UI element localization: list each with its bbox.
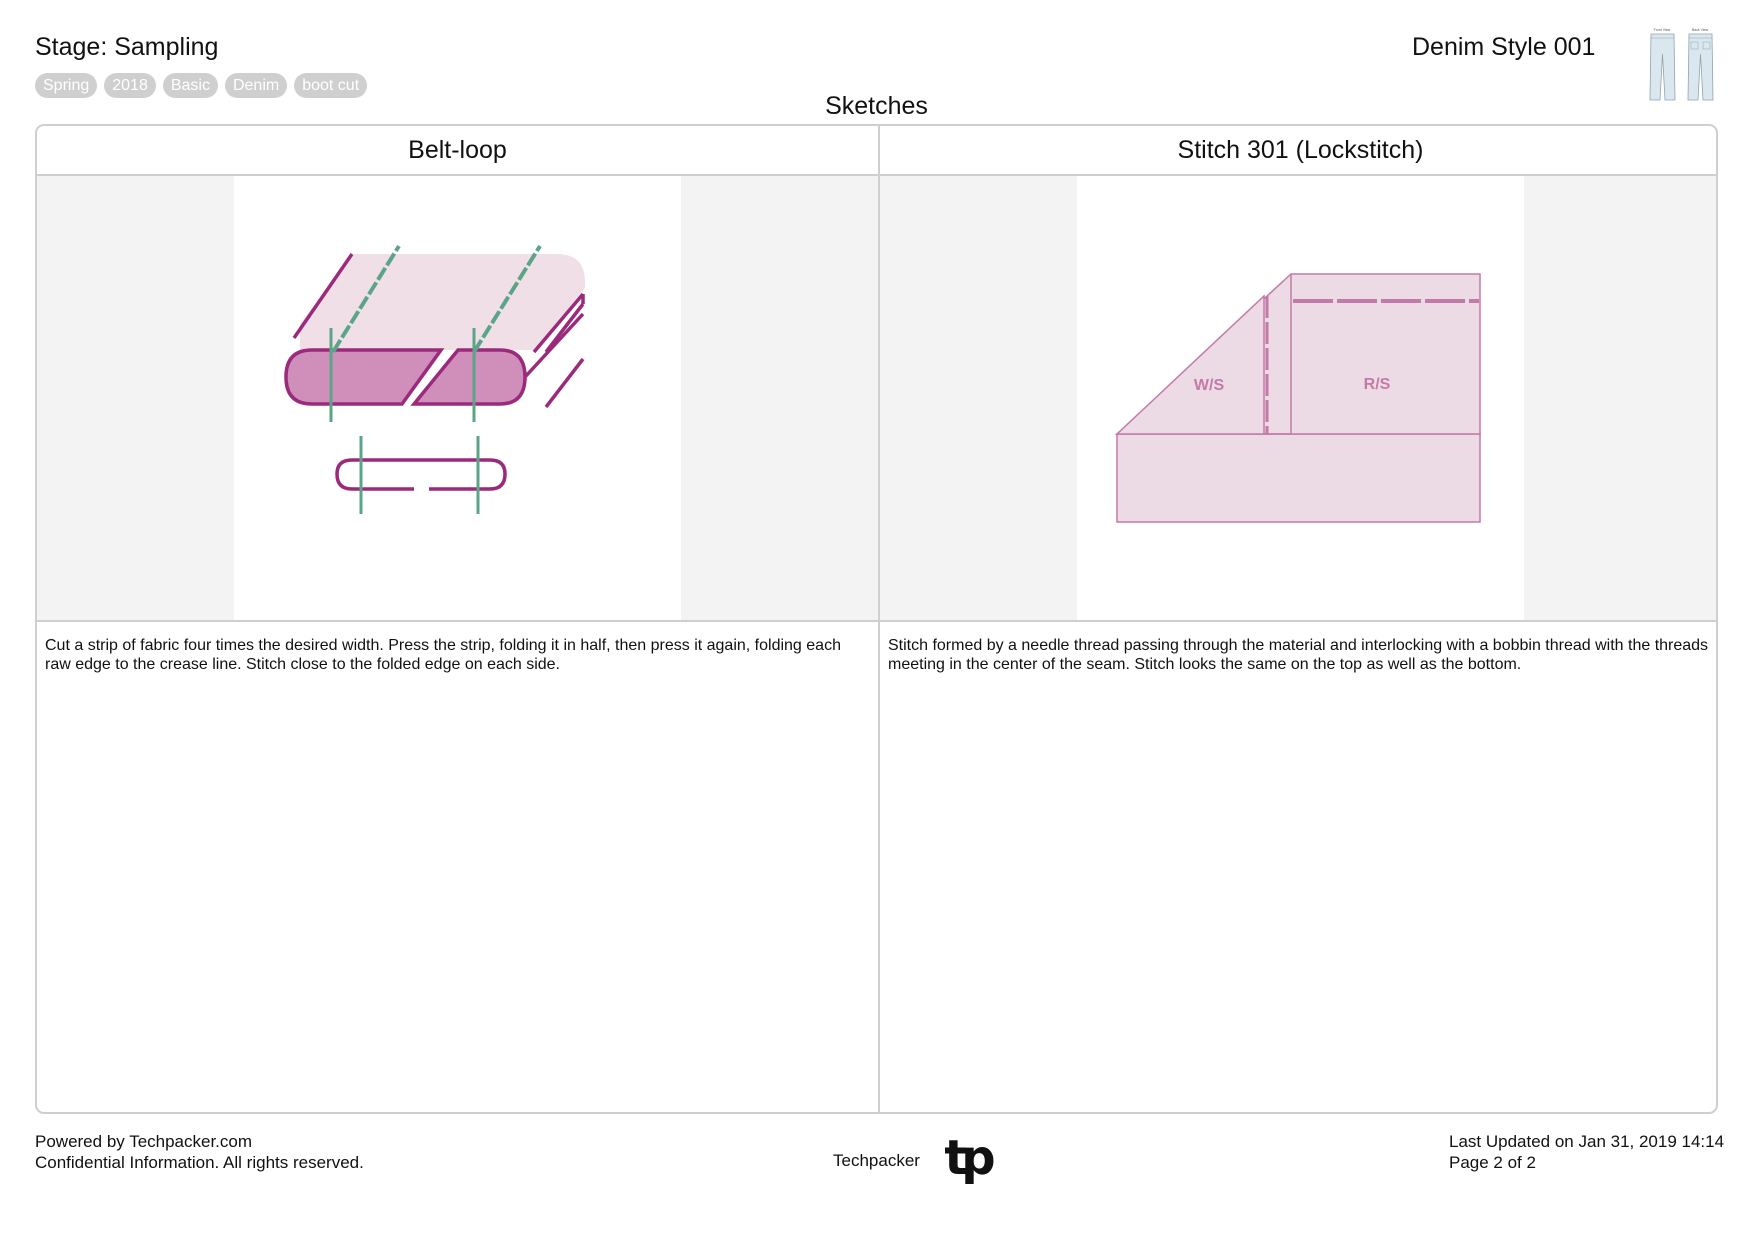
tag-chip[interactable]: 2018 xyxy=(104,73,156,98)
footer-left xyxy=(35,1131,364,1173)
powered-by-text[interactable]: Powered by Techpacker.com xyxy=(35,1132,253,1151)
right-side-label: R/S xyxy=(1363,376,1391,393)
belt-loop-sketch[interactable] xyxy=(234,176,681,620)
style-title: Denim Style 001 xyxy=(1412,33,1596,61)
sketch-title: Belt-loop xyxy=(37,126,878,176)
techpacker-logo-text: tp xyxy=(944,1136,990,1186)
sketches-title: Sketches xyxy=(825,92,928,120)
front-view-caption: Front View xyxy=(1653,28,1671,32)
sketches-panel xyxy=(35,124,1718,1114)
tag-chip[interactable]: Spring xyxy=(35,73,97,98)
tag-chip[interactable]: Basic xyxy=(163,73,218,98)
tag-chip[interactable]: boot cut xyxy=(294,73,367,98)
page-number: Page 2 of 2 xyxy=(1449,1153,1536,1172)
footer-brand: Techpacker xyxy=(833,1151,920,1170)
sketch-card-stitch-301 xyxy=(878,126,1718,1112)
jeans-thumbnail xyxy=(1644,26,1720,102)
jeans-thumbnail-image xyxy=(1644,26,1720,102)
sketch-description: Stitch formed by a needle thread passing through the material and interlocking with a bobbin thread with the threads meeting in the center of the seam. Stitch looks the same on the top as well as the bottom. xyxy=(888,637,1709,673)
wrong-side-label: W/S xyxy=(1193,377,1225,394)
stage-title: Stage: Sampling xyxy=(35,33,219,61)
lockstitch-sketch[interactable] xyxy=(1077,176,1524,620)
tag-chip[interactable]: Denim xyxy=(225,73,287,98)
last-updated-text: Last Updated on Jan 31, 2019 14:14 xyxy=(1449,1132,1725,1151)
sketch-card-belt-loop xyxy=(37,126,878,1112)
sketch-description: Cut a strip of fabric four times the desired width. Press the strip, folding it in half, then press it again, folding each raw edge to the crease line. Stitch close to the folded edge on each side. xyxy=(45,637,841,673)
footer-right xyxy=(1449,1131,1724,1173)
sketch-title: Stitch 301 (Lockstitch) xyxy=(880,126,1718,176)
back-view-caption: Back View xyxy=(1691,28,1709,32)
techpacker-logo xyxy=(940,1136,994,1190)
sketch-image-area xyxy=(880,176,1718,622)
sketch-image-area xyxy=(37,176,878,622)
confidential-text: Confidential Information. All rights reserved. xyxy=(35,1153,364,1172)
